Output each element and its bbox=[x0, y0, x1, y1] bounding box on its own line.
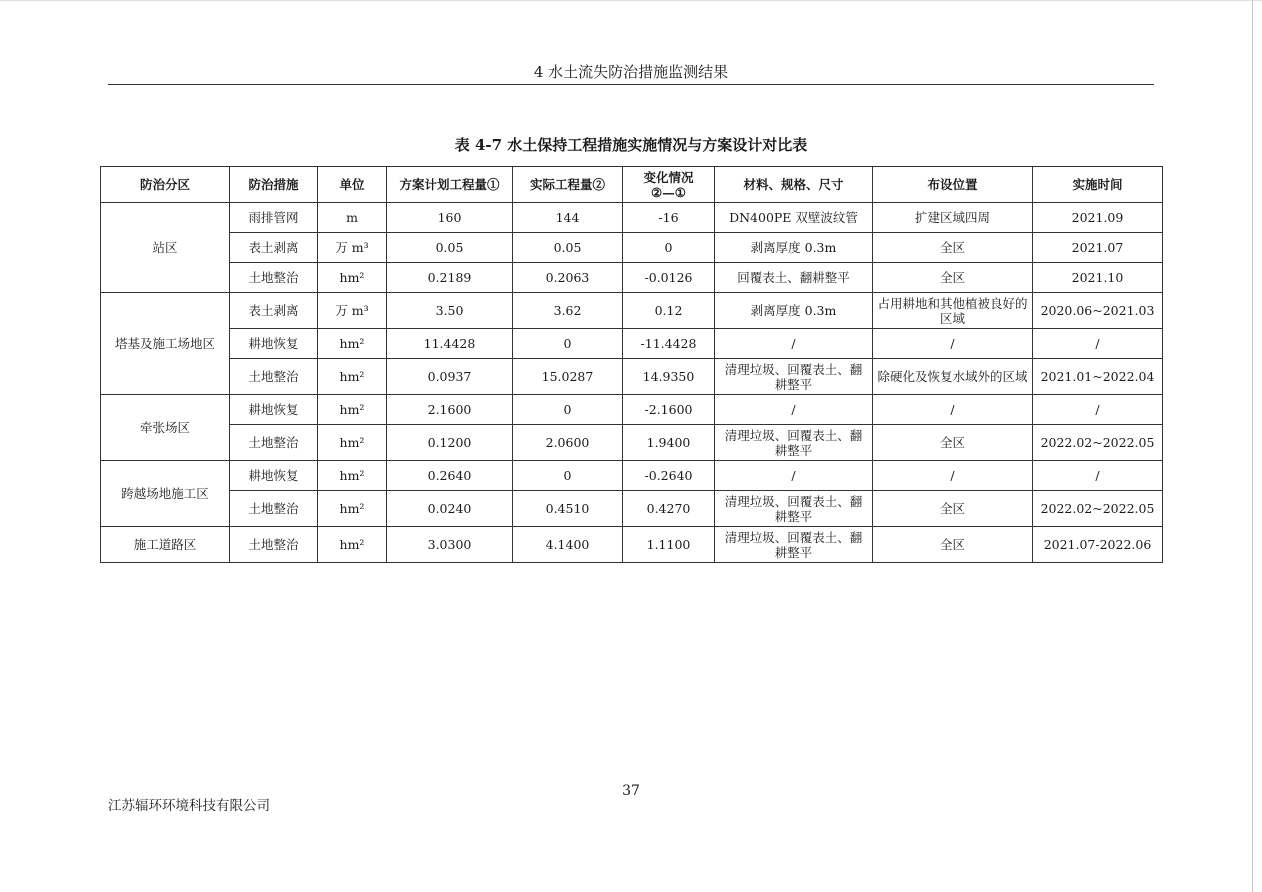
header-time: 实施时间 bbox=[1033, 167, 1163, 203]
table-row bbox=[101, 203, 1163, 233]
planned-quantity-cell: 0.05 bbox=[387, 233, 513, 263]
time-cell: / bbox=[1033, 329, 1163, 359]
material-spec-cell: DN400PE 双壁波纹管 bbox=[715, 203, 873, 233]
unit-cell: 万 m³ bbox=[318, 233, 387, 263]
change-cell: 1.9400 bbox=[623, 425, 715, 461]
table-row bbox=[101, 461, 1163, 491]
time-cell: 2022.02~2022.05 bbox=[1033, 425, 1163, 461]
zone-cell: 塔基及施工场地区 bbox=[101, 293, 230, 395]
header-location: 布设位置 bbox=[873, 167, 1033, 203]
time-cell: 2021.07 bbox=[1033, 233, 1163, 263]
measure-cell: 土地整治 bbox=[230, 263, 318, 293]
time-cell: 2022.02~2022.05 bbox=[1033, 491, 1163, 527]
location-cell: 全区 bbox=[873, 263, 1033, 293]
measure-cell: 土地整治 bbox=[230, 491, 318, 527]
zone-cell: 牵张场区 bbox=[101, 395, 230, 461]
change-cell: -0.2640 bbox=[623, 461, 715, 491]
location-cell: 全区 bbox=[873, 425, 1033, 461]
location-cell: / bbox=[873, 329, 1033, 359]
location-cell: 占用耕地和其他植被良好的区域 bbox=[873, 293, 1033, 329]
material-spec-cell: 清理垃圾、回覆表土、翻耕整平 bbox=[715, 425, 873, 461]
change-cell: 1.1100 bbox=[623, 527, 715, 563]
change-cell: -11.4428 bbox=[623, 329, 715, 359]
planned-quantity-cell: 3.0300 bbox=[387, 527, 513, 563]
measure-cell: 耕地恢复 bbox=[230, 461, 318, 491]
planned-quantity-cell: 0.0240 bbox=[387, 491, 513, 527]
unit-cell: hm² bbox=[318, 425, 387, 461]
header-actual-quantity: 实际工程量② bbox=[513, 167, 623, 203]
location-cell: 全区 bbox=[873, 233, 1033, 263]
actual-quantity-cell: 15.0287 bbox=[513, 359, 623, 395]
location-cell: 全区 bbox=[873, 491, 1033, 527]
actual-quantity-cell: 3.62 bbox=[513, 293, 623, 329]
material-spec-cell: 剥离厚度 0.3m bbox=[715, 293, 873, 329]
time-cell: / bbox=[1033, 395, 1163, 425]
change-cell: 0.12 bbox=[623, 293, 715, 329]
time-cell: 2021.10 bbox=[1033, 263, 1163, 293]
location-cell: / bbox=[873, 395, 1033, 425]
table-caption: 表 4-7 水土保持工程措施实施情况与方案设计对比表 bbox=[454, 136, 808, 154]
material-spec-cell: 清理垃圾、回覆表土、翻耕整平 bbox=[715, 491, 873, 527]
page-number: 37 bbox=[622, 783, 640, 799]
material-spec-cell: 回覆表土、翻耕整平 bbox=[715, 263, 873, 293]
header-unit: 单位 bbox=[318, 167, 387, 203]
actual-quantity-cell: 0 bbox=[513, 329, 623, 359]
header-planned-quantity: 方案计划工程量① bbox=[387, 167, 513, 203]
header-zone: 防治分区 bbox=[101, 167, 230, 203]
actual-quantity-cell: 4.1400 bbox=[513, 527, 623, 563]
location-cell: 除硬化及恢复水域外的区域 bbox=[873, 359, 1033, 395]
change-cell: -16 bbox=[623, 203, 715, 233]
comparison-table bbox=[100, 166, 1163, 563]
time-cell: 2021.07-2022.06 bbox=[1033, 527, 1163, 563]
actual-quantity-cell: 0.4510 bbox=[513, 491, 623, 527]
change-cell: 0.4270 bbox=[623, 491, 715, 527]
material-spec-cell: / bbox=[715, 395, 873, 425]
header-change: 变化情况 ②—① bbox=[623, 167, 715, 203]
location-cell: / bbox=[873, 461, 1033, 491]
change-cell: -0.0126 bbox=[623, 263, 715, 293]
actual-quantity-cell: 0.2063 bbox=[513, 263, 623, 293]
table-row bbox=[101, 359, 1163, 395]
unit-cell: hm² bbox=[318, 359, 387, 395]
planned-quantity-cell: 11.4428 bbox=[387, 329, 513, 359]
location-cell: 扩建区域四周 bbox=[873, 203, 1033, 233]
unit-cell: hm² bbox=[318, 527, 387, 563]
unit-cell: 万 m³ bbox=[318, 293, 387, 329]
time-cell: / bbox=[1033, 461, 1163, 491]
table-body bbox=[101, 203, 1163, 563]
unit-cell: hm² bbox=[318, 329, 387, 359]
measure-cell: 耕地恢复 bbox=[230, 395, 318, 425]
planned-quantity-cell: 3.50 bbox=[387, 293, 513, 329]
time-cell: 2021.01~2022.04 bbox=[1033, 359, 1163, 395]
planned-quantity-cell: 0.0937 bbox=[387, 359, 513, 395]
change-cell: -2.1600 bbox=[623, 395, 715, 425]
actual-quantity-cell: 0 bbox=[513, 461, 623, 491]
table-row bbox=[101, 491, 1163, 527]
change-cell: 14.9350 bbox=[623, 359, 715, 395]
material-spec-cell: / bbox=[715, 329, 873, 359]
actual-quantity-cell: 0 bbox=[513, 395, 623, 425]
measure-cell: 土地整治 bbox=[230, 425, 318, 461]
planned-quantity-cell: 2.1600 bbox=[387, 395, 513, 425]
zone-cell: 跨越场地施工区 bbox=[101, 461, 230, 527]
change-cell: 0 bbox=[623, 233, 715, 263]
measure-cell: 土地整治 bbox=[230, 527, 318, 563]
actual-quantity-cell: 144 bbox=[513, 203, 623, 233]
time-cell: 2020.06~2021.03 bbox=[1033, 293, 1163, 329]
unit-cell: m bbox=[318, 203, 387, 233]
table-row bbox=[101, 527, 1163, 563]
page-top-edge bbox=[0, 0, 1262, 1]
table-row bbox=[101, 395, 1163, 425]
table-row bbox=[101, 425, 1163, 461]
measure-cell: 耕地恢复 bbox=[230, 329, 318, 359]
planned-quantity-cell: 0.1200 bbox=[387, 425, 513, 461]
table-row bbox=[101, 329, 1163, 359]
table-row bbox=[101, 233, 1163, 263]
location-cell: 全区 bbox=[873, 527, 1033, 563]
measure-cell: 表土剥离 bbox=[230, 233, 318, 263]
unit-cell: hm² bbox=[318, 461, 387, 491]
table-row bbox=[101, 263, 1163, 293]
actual-quantity-cell: 0.05 bbox=[513, 233, 623, 263]
header-rule bbox=[108, 84, 1154, 85]
planned-quantity-cell: 160 bbox=[387, 203, 513, 233]
planned-quantity-cell: 0.2640 bbox=[387, 461, 513, 491]
zone-cell: 施工道路区 bbox=[101, 527, 230, 563]
page-right-edge bbox=[1252, 0, 1253, 892]
actual-quantity-cell: 2.0600 bbox=[513, 425, 623, 461]
zone-cell: 站区 bbox=[101, 203, 230, 293]
material-spec-cell: 清理垃圾、回覆表土、翻耕整平 bbox=[715, 359, 873, 395]
table-row bbox=[101, 293, 1163, 329]
measure-cell: 表土剥离 bbox=[230, 293, 318, 329]
measure-cell: 雨排管网 bbox=[230, 203, 318, 233]
unit-cell: hm² bbox=[318, 395, 387, 425]
material-spec-cell: 清理垃圾、回覆表土、翻耕整平 bbox=[715, 527, 873, 563]
unit-cell: hm² bbox=[318, 491, 387, 527]
material-spec-cell: 剥离厚度 0.3m bbox=[715, 233, 873, 263]
planned-quantity-cell: 0.2189 bbox=[387, 263, 513, 293]
header-measure: 防治措施 bbox=[230, 167, 318, 203]
header-material-spec: 材料、规格、尺寸 bbox=[715, 167, 873, 203]
material-spec-cell: / bbox=[715, 461, 873, 491]
measure-cell: 土地整治 bbox=[230, 359, 318, 395]
unit-cell: hm² bbox=[318, 263, 387, 293]
time-cell: 2021.09 bbox=[1033, 203, 1163, 233]
company-name: 江苏辐环环境科技有限公司 bbox=[108, 798, 270, 814]
running-header: 4 水土流失防治措施监测结果 bbox=[533, 63, 729, 81]
